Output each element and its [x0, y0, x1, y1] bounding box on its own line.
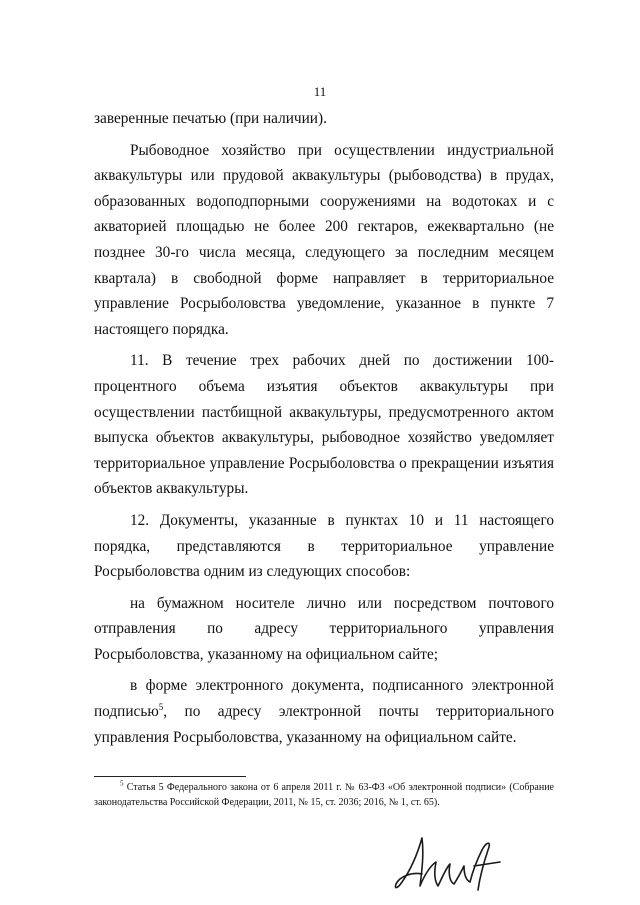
footnote-marker: 5	[120, 779, 124, 788]
footnote-reference: 5	[158, 701, 164, 712]
footnote-text: Статья 5 Федерального закона от 6 апреля 2011 г. № 63-ФЗ «Об электронной подписи» (Собрание законодательства Российской Федерации, 2011, № 15, ст. 2036; 2016, № 1, ст. 65).	[94, 782, 554, 808]
paragraph-item-12: 12. Документы, указанные в пунктах 10 и 11 настоящего порядка, представляются в территориальное управление Росрыболовства одним из следующих способов:	[94, 511, 554, 581]
page-number: 11	[313, 84, 327, 99]
paragraph-item-11: 11. В течение трех рабочих дней по достижении 100-процентного объема изъятия объектов аквакультуры при осуществлении пастбищной аквакультуры, предусмотренного актом выпуска объектов аквакультуры, рыбоводное хозяйство уведомляет территориальное управление Росрыболовства о прекращении изъятия объектов аквакультуры.	[94, 352, 554, 498]
signature-stroke	[395, 838, 500, 890]
handwritten-signature	[392, 832, 510, 894]
footnote-separator	[94, 776, 246, 777]
paragraph-paper-submission: на бумажном носителе лично или посредством почтового отправления по адресу территориального управления Росрыболовства, указанному на официальном сайте;	[94, 594, 554, 663]
footnote	[94, 780, 554, 810]
paragraph-continuation: заверенные печатью (при наличии).	[94, 110, 327, 127]
document-body	[94, 106, 554, 750]
paragraph-fish-farm-notice: Рыбоводное хозяйство при осуществлении индустриальной аквакультуры или прудовой аквакультуры (рыбоводства) в прудах, образованных водоподпорными сооружениями на водотоках и с акваторией площадью не более 200 гектаров, ежеквартально (не позднее 30-го числа месяца, следующего за последним месяцем квартала) в свободной форме направляет в территориальное управление Росрыболовства уведомление, указанное в пункте 7 настоящего порядка.	[94, 141, 554, 338]
electronic-text-after: , по адресу электронной почты территориального управления Росрыболовства, указанному на официальном сайте.	[94, 703, 554, 746]
paragraph-electronic-submission	[94, 673, 554, 750]
electronic-text-before: в форме электронного документа, подписанного электронной подписью	[94, 677, 554, 721]
